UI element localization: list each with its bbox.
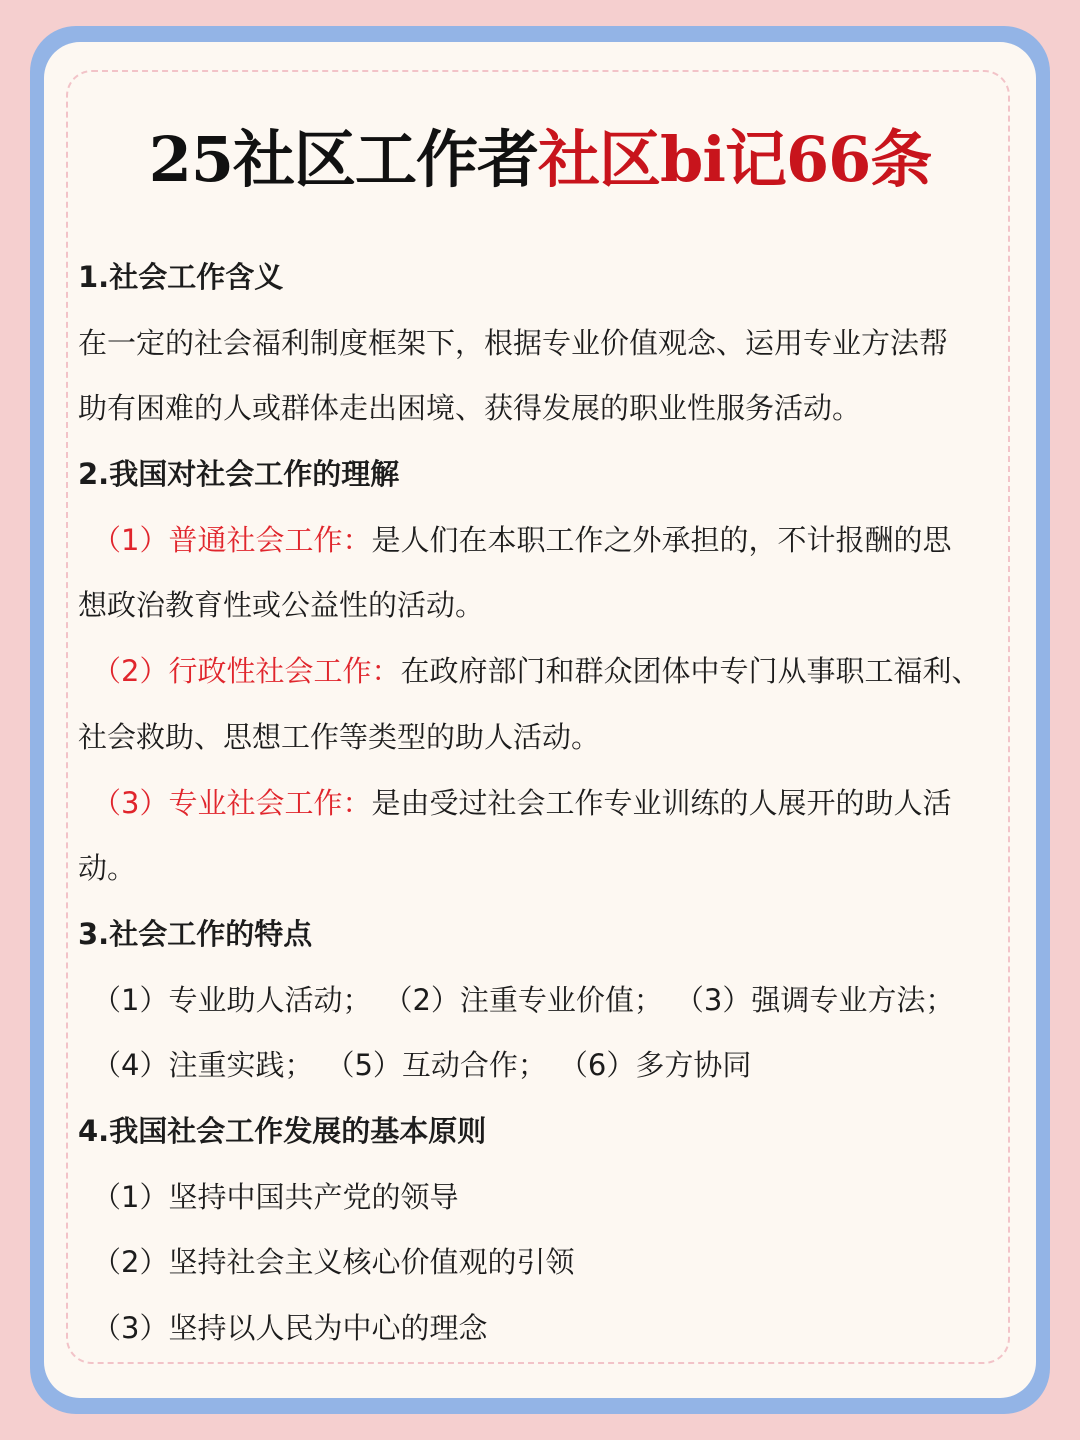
feature-line [78,1033,1003,1099]
item-label: （2）行政性社会工作： [92,654,401,689]
feature-item: （1）专业助人活动； [92,982,372,1017]
feature-item: （6）多方协同 [558,1048,752,1083]
feature-line [78,968,1003,1034]
list-item [78,639,1003,705]
section-heading-3: 3.社会工作的特点 [78,916,313,951]
section-heading-4: 4.我国社会工作发展的基本原则 [78,1113,487,1148]
item-text: 是由受过社会工作专业训练的人展开的助人活 [371,785,952,820]
paragraph-line: 助有困难的人或群体走出困境、获得发展的职业性服务活动。 [78,391,862,426]
item-label: （1）普通社会工作： [92,522,372,557]
section-heading-1: 1.社会工作含义 [78,260,284,294]
feature-item: （3）强调专业方法； [674,982,955,1017]
item-continuation: 动。 [78,851,137,886]
item-continuation: 社会救助、思想工作等类型的助人活动。 [78,719,601,754]
principle-item: （2）坚持社会主义核心价值观的引领 [92,1245,575,1280]
page-title [0,118,1080,202]
item-text: 是人们在本职工作之外承担的，不计报酬的思 [371,522,952,557]
item-text: 在政府部门和群众团体中专门从事职工福利、 [400,654,981,689]
item-continuation: 想政治教育性或公益性的活动。 [78,588,485,623]
principle-item: （1）坚持中国共产党的领导 [92,1179,459,1214]
principle-item: （3）坚持以人民为中心的理念 [92,1311,488,1345]
content [78,245,1003,1362]
item-label: （3）专业社会工作： [92,785,372,820]
feature-item: （2）注重专业价值； [383,982,663,1017]
title-part-red: 社区bi记66条 [538,123,932,196]
section-heading-2: 2.我国对社会工作的理解 [78,457,400,492]
list-item [78,771,1003,837]
feature-item: （4）注重实践； [92,1048,314,1083]
list-item [78,508,1003,574]
paragraph-line: 在一定的社会福利制度框架下，根据专业价值观念、运用专业方法帮 [78,325,949,360]
feature-item: （5）互动合作； [325,1048,547,1083]
title-part-black: 25社区工作者 [148,123,539,196]
